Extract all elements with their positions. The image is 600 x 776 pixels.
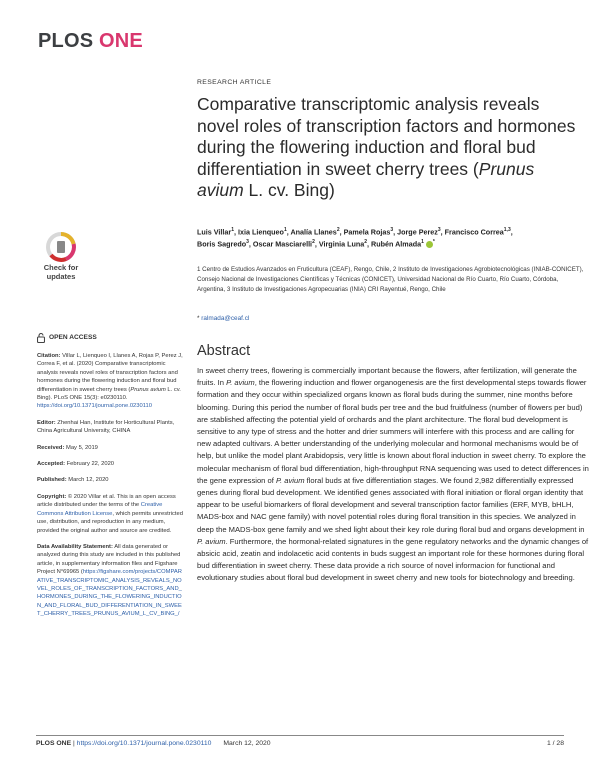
copyright-text-a: © 2020 Villar et al. This is an open access article distributed under the terms of the [37, 493, 176, 509]
affiliations: 1 Centro de Estudios Avanzados en Fruticultura (CEAF), Rengo, Chile, 2 Instituto de Investigaciones Agrobiotecnológicas (INIAB-CONICET), Consejo Nacional de Investigaciones Científicas y Técnicas (CONICET), Universidad Nacional de Río Cuarto, Río Cuarto, Córdoba, Argentina, 3 Instituto de Investigaciones Agropecuarias (INIA) CRI Rayentué, Rengo, Chile [197, 266, 584, 293]
check-for-updates-badge[interactable] [38, 232, 84, 286]
citation-species: Prunus avium [130, 386, 166, 393]
author-affiliation-mark: 1 [231, 227, 235, 233]
published-block [37, 476, 185, 484]
correspondence-email-link[interactable]: ralmada@ceaf.cl [201, 315, 250, 322]
footer-doi-link[interactable]: https://doi.org/10.1371/journal.pone.0230110 [76, 740, 212, 747]
badge-line-2: updates [46, 271, 76, 281]
published-date: March 12, 2020 [66, 477, 109, 484]
author-name[interactable]: Virginia Luna [318, 239, 365, 249]
author-name[interactable]: Ixia Lienqueo [238, 227, 284, 237]
title-species: Prunus avium [197, 158, 535, 200]
abstract-heading: Abstract [197, 343, 251, 359]
abstract-part-2: , the flowering induction and flower organogenesis are the first developmental steps towards flower formation and they occur within specialized organs known as floral buds during the summer, nine months before blooming. During this period the number of floral buds per tree and the bud fruitfulness (number of flowers per bud) are stablished affecting the potential yield of orchards and the plant architecture. The floral bud development is sensitive to any type of stress and the hotter and drier summers will interfere with this process and are calling for new adapted cultivars. A better understanding of the underlying molecular and hormonal mechanisms would be of help, but unlike the model plant Arabidopsis, very little is known about floral induction in sweet cherry. To explore the molecular mechanism of floral bud differentiation, high-throughput RNA sequencing was used to detect differences in the gene expression of [197, 378, 589, 485]
published-label: Published: [37, 477, 67, 484]
footer-date: March 12, 2020 [223, 740, 271, 747]
received-block [37, 444, 185, 452]
copyright-text-b: , which permits unrestricted use, distribution, and reproduction in any medium, provided the original author and source are credited. [37, 510, 183, 534]
data-availability-label: Data Availability Statement: [37, 543, 113, 550]
abstract-part-4: . Furthermore, the hormonal-related signatures in the gene regulatory networks and the dynamic changes of absicic acid, zeatin and indolacetic acid contents in buds suggest an important role for these hormones during floral bud differentiation in sweet cherry. These data provide a rich source of novel informacion for functional and evolutionary studies about floral bud development in sweet cherry and new tools for biotechnology and breeding. [197, 536, 589, 583]
article-type: RESEARCH ARTICLE [197, 79, 272, 86]
citation-text-a: Villar L, Lienqueo I, Llanes A, Rojas P, Perez J, Correa F, et al. (2020) Comparative transcriptomic analysis reveals novel roles of transcription factors and hormones during the flowering induction and floral bud differentiation in sweet cherry trees ( [37, 353, 183, 393]
author-affiliation-mark: 2 [312, 239, 315, 246]
author-name[interactable]: Luis Villar [197, 227, 232, 237]
author-name[interactable]: Boris Sagredo [197, 239, 247, 249]
data-availability-text: All data generated or analyzed during this study are included in this published article, in supplementary information files and Figshare Project N°69965 ( [37, 543, 181, 576]
accepted-date: February 22, 2020 [65, 461, 115, 468]
article-info-sidebar [37, 333, 185, 627]
citation-doi-link[interactable]: https://doi.org/10.1371/journal.pone.0230110 [37, 403, 152, 410]
author-name[interactable]: Pamela Rojas [343, 227, 391, 237]
citation-label: Citation: [37, 353, 61, 359]
accepted-label: Accepted: [37, 461, 66, 468]
editor-label: Editor: [37, 419, 56, 426]
citation-text-b: L. cv. Bing). PLoS ONE 15(3): e0230110. [37, 386, 181, 402]
correspondence [197, 315, 249, 322]
license-link[interactable]: Creative Commons Attribution License [37, 502, 163, 517]
accepted-block [37, 460, 185, 468]
abstract-part-1: In sweet cherry trees, flowering is commercially important because the flowers, after fertilization, will generate the fruits. In [197, 366, 577, 388]
figshare-link[interactable]: https://figshare.com/projects/COMPARATIVE_TRANSCRIPTOMIC_ANALYSIS_REVEALS_NOVEL_ROLES_OF_TRANSCRIPTION_FACTORS_AND_HORMONES_DURING_THE_FLOWERING_INDUCTION_AND_FLORAL_BUD_DIFFERENTIATION_IN_SWEET_CHERRY_TREES_PRUNUS_AVIUM_L_CV_BING_/ [37, 569, 182, 618]
logo-plos: PLOS [38, 30, 94, 52]
author-name[interactable]: Rubén Almada [371, 239, 422, 249]
footer-separator: | [71, 740, 77, 747]
citation-block [37, 352, 185, 411]
author-affiliation-mark: 2 [364, 239, 368, 246]
orcid-icon[interactable] [426, 241, 433, 248]
badge-line-1: Check for [43, 263, 79, 272]
author-list: Luis Villar$^1$, Ixia Lienqueo$^1$, Analía Llanes$^2$, Pamela Rojas$^3$, Jorge Perez$^3$, Francisco Correa$^{1,3}$, Boris Sagredo$^3$, Oscar Masciarelli$^2$, Virginia Luna$^2$, Rubén Almada$^1$ * [197, 227, 513, 249]
author-name[interactable]: Analía Llanes [290, 227, 337, 237]
check-updates-icon [46, 232, 76, 262]
editor-block [37, 419, 185, 436]
page-number: 1 / 28 [546, 740, 564, 747]
abstract-species-1: P. avium [226, 378, 255, 388]
author-affiliation-mark: 1 [421, 239, 424, 246]
journal-logo [38, 30, 143, 53]
author-name[interactable]: Jorge Perez [397, 227, 438, 237]
logo-one: ONE [99, 30, 143, 52]
author-affiliation-mark: 3 [437, 227, 441, 233]
footer-journal: PLOS ONE [36, 740, 72, 747]
abstract-part-3: floral buds at five differentiation stages. We found 2,982 differentially expressed genes during floral bud development. We identified genes associated with floral initiation or floral organ identity that appear to be useful biomarkers of floral development and several transcription factor families (ERF, MYB, bHLH, MADS-box and NAC gene family) with novel potential roles during floral transition in this species. We analyzed in deep the MADS-box gene family and we shed light about their key role during floral bud and organs development in [197, 475, 585, 534]
open-access-indicator [37, 333, 185, 343]
open-lock-icon [37, 333, 45, 343]
received-label: Received: [37, 444, 65, 451]
author-affiliation-mark: 1,3 [503, 227, 511, 233]
corresponding-mark: * [432, 239, 435, 246]
correspondence-mark: * [197, 315, 200, 322]
abstract-species-3: P. avium [197, 536, 226, 546]
abstract-text [197, 365, 589, 585]
page-footer [36, 735, 564, 747]
copyright-block [37, 493, 185, 535]
author-name[interactable]: Oscar Masciarelli [252, 239, 313, 249]
title-main: Comparative transcriptomic analysis reveals novel roles of transcription factors and hormones during the flowering induction and floral bud differentiation in sweet cherry trees ( [197, 94, 576, 179]
badge-label [38, 264, 84, 281]
editor-text: Zhenhai Han, Institute for Horticultural Plants, China Agricultural University, CHINA [37, 419, 175, 435]
author-name[interactable]: Francisco Correa [444, 227, 504, 237]
author-affiliation-mark: 3 [390, 227, 394, 233]
abstract-species-2: P. avium [275, 475, 305, 485]
author-affiliation-mark: 1 [283, 227, 287, 233]
data-availability-block [37, 543, 185, 619]
author-affiliation-mark: 2 [336, 227, 340, 233]
title-tail: L. cv. Bing) [243, 180, 335, 200]
copyright-label: Copyright: [37, 493, 67, 500]
open-access-label: OPEN ACCESS [49, 333, 97, 341]
article-title [197, 94, 582, 202]
received-date: May 5, 2019 [64, 444, 98, 451]
author-affiliation-mark: 3 [246, 239, 249, 246]
